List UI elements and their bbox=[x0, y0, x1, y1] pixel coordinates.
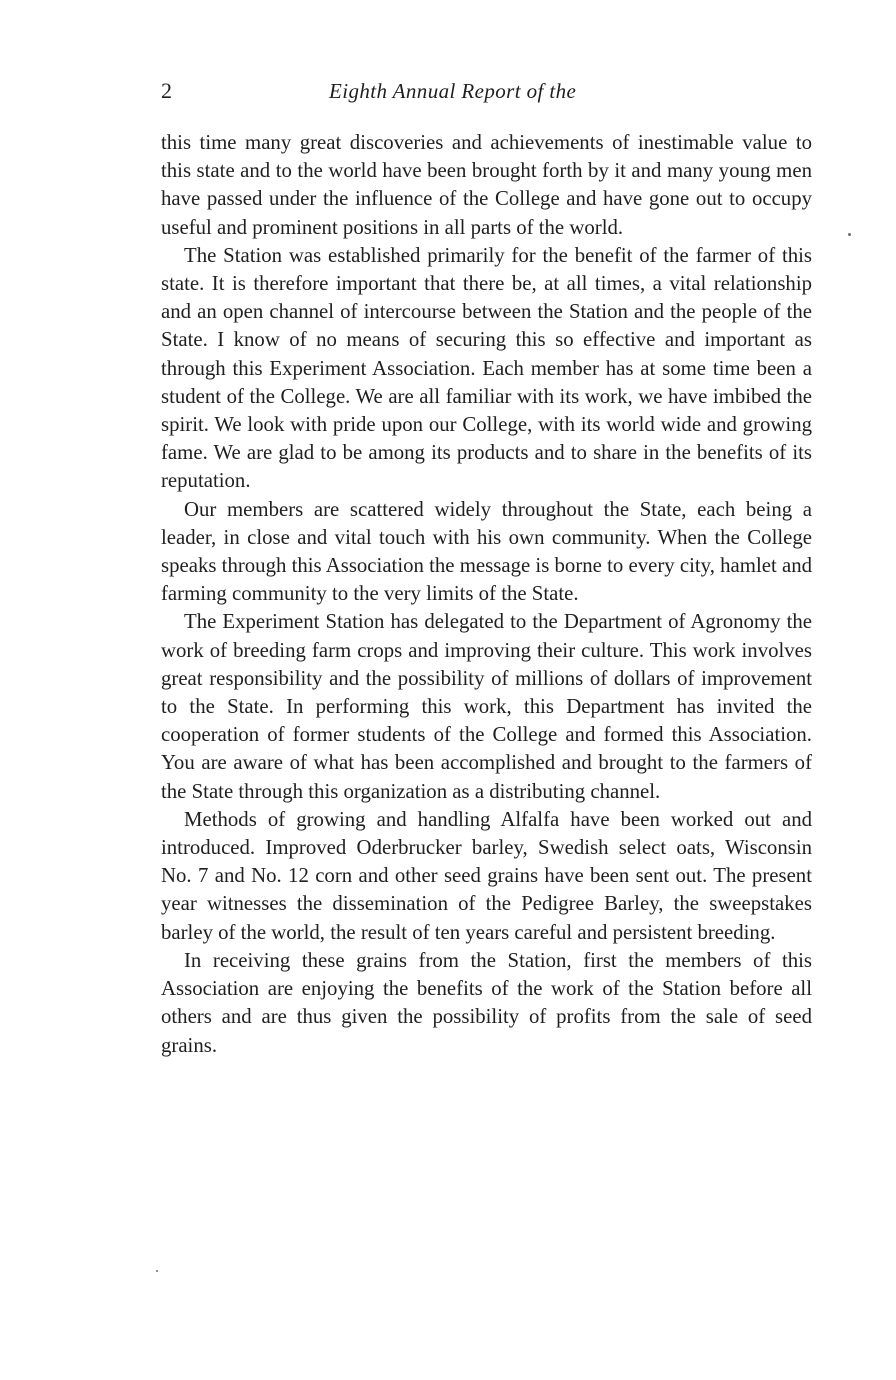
paragraph-station-purpose: The Station was established primarily for the benefit of the farmer of this state. It is therefore important that there be, at all times, a vital relationship and an open channel of intercourse between the Station and the people of the State. I know of no means of securing this so effective and important as through this Experiment Association. Each member has at some time been a student of the College. We are all familiar with its work, we have imbibed the spirit. We look with pride upon our College, with its world wide and growing fame. We are glad to be among its products and to share in the benefits of its reputation. bbox=[161, 243, 812, 493]
page-number: 2 bbox=[161, 78, 172, 103]
running-title: Eighth Annual Report of the bbox=[329, 79, 577, 103]
paragraph-alfalfa-grains: Methods of growing and handling Alfalfa have been worked out and introduced. Improved Oderbrucker barley, Swedish select oats, Wisconsin No. 7 and No. 12 corn and other seed grains have been sent out. The present year witnesses the dissemination of the Pedigree Barley, the sweepstakes barley of the world, the result of ten years careful and persistent breeding. bbox=[161, 807, 812, 944]
paragraph-members: Our members are scattered widely throughout the State, each being a leader, in close and vital touch with his own community. When the College speaks through this Association the message is borne to every city, hamlet and farming community to the very limits of the State. bbox=[161, 497, 812, 606]
paragraph-agronomy: The Experiment Station has delegated to the Department of Agronomy the work of breeding farm crops and improving their culture. This work involves great responsibility and the possibility of millions of dollars of improvement to the State. In performing this work, this Department has invited the cooperation of former students of the College and formed this Association. You are aware of what has been accomplished and brought to the farmers of the State through this organization as a distributing channel. bbox=[161, 610, 812, 803]
page-header bbox=[161, 76, 812, 108]
body-text bbox=[161, 129, 812, 1060]
paragraph-continued: this time many great discoveries and achievements of inestimable value to this state and to the world have been brought forth by it and many young men have passed under the influence of the College and have gone out to occupy useful and prominent positions in all parts of the world. bbox=[161, 131, 812, 239]
scan-speck bbox=[848, 233, 851, 236]
scan-speck bbox=[156, 1270, 158, 1272]
paragraph-receiving-grains: In receiving these grains from the Station, first the members of this Association are enjoying the benefits of the work of the Station before all others and are thus given the possibility of profits from the sale of seed grains. bbox=[161, 948, 812, 1057]
